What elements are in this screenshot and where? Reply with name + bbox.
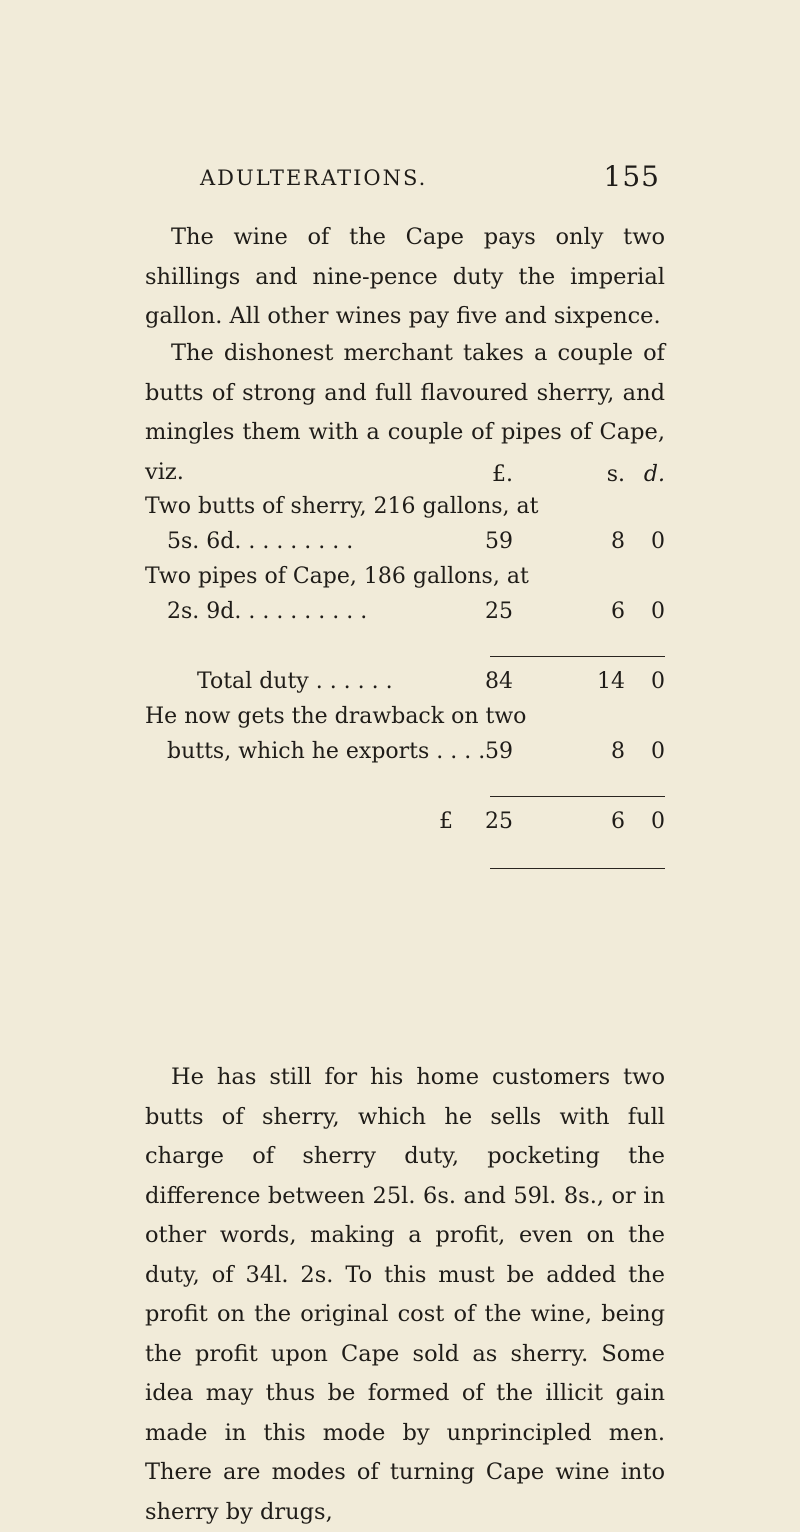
amount-pounds: 25 bbox=[485, 599, 513, 624]
column-header-shillings: s. bbox=[606, 462, 625, 487]
paragraph-home-customers bbox=[145, 1058, 665, 1532]
amount-pounds: 84 bbox=[485, 669, 513, 694]
row-label: Two butts of sherry, 216 gallons, at bbox=[145, 494, 539, 519]
amount-pence: 0 bbox=[651, 529, 665, 554]
page-number: 155 bbox=[603, 160, 660, 193]
running-title: ADULTERATIONS. bbox=[200, 166, 428, 190]
amount-pence: 0 bbox=[651, 669, 665, 694]
amount-pence: 0 bbox=[651, 739, 665, 764]
row-label: He now gets the drawback on two bbox=[145, 704, 527, 729]
row-label: Total duty . . . . . . bbox=[197, 669, 393, 694]
amount-pounds: 25 bbox=[485, 809, 513, 834]
row-label: Two pipes of Cape, 186 gallons, at bbox=[145, 564, 529, 589]
paragraph-cape-duty bbox=[145, 218, 665, 337]
paragraph-text: The wine of the Cape pays only two shillings and nine-pence duty the imperial gallon. All other wines pay five and sixpence. bbox=[145, 224, 665, 329]
amount-shillings: 6 bbox=[611, 599, 625, 624]
difference-rule bbox=[490, 796, 665, 797]
amount-pounds: 59 bbox=[485, 739, 513, 764]
row-rate: 5s. 6d. . . . . . . . . bbox=[167, 529, 354, 554]
column-header-pence: d. bbox=[643, 462, 665, 487]
column-header-pounds: £. bbox=[492, 462, 513, 487]
final-rule bbox=[490, 868, 665, 869]
amount-pounds: 59 bbox=[485, 529, 513, 554]
amount-shillings: 6 bbox=[611, 809, 625, 834]
amount-pence: 0 bbox=[651, 809, 665, 834]
amount-pence: 0 bbox=[651, 599, 665, 624]
paragraph-text: The dishonest merchant takes a couple of butts of strong and full flavoured sherry, and mingles them with a couple of pipes of Cape, viz. bbox=[145, 340, 665, 485]
row-rate: 2s. 9d. . . . . . . . . . bbox=[167, 599, 368, 624]
pound-symbol: £ bbox=[439, 809, 453, 834]
paragraph-text: He has still for his home customers two butts of sherry, which he sells with full charge of sherry duty, pocketing the difference between 25l. 6s. and 59l. 8s., or in other words, making a profit, even on the duty, of 34l. 2s. To this must be added the profit on the original cost of the wine, being the profit upon Cape sold as sherry. Some idea may thus be formed of the illicit gain made in this mode by unprincipled men. There are modes of turning Cape wine into sherry by drugs, bbox=[145, 1064, 665, 1525]
sum-rule bbox=[490, 656, 665, 657]
amount-shillings: 14 bbox=[597, 669, 625, 694]
amount-shillings: 8 bbox=[611, 529, 625, 554]
amount-shillings: 8 bbox=[611, 739, 625, 764]
row-detail: butts, which he exports . . . . bbox=[167, 739, 486, 764]
